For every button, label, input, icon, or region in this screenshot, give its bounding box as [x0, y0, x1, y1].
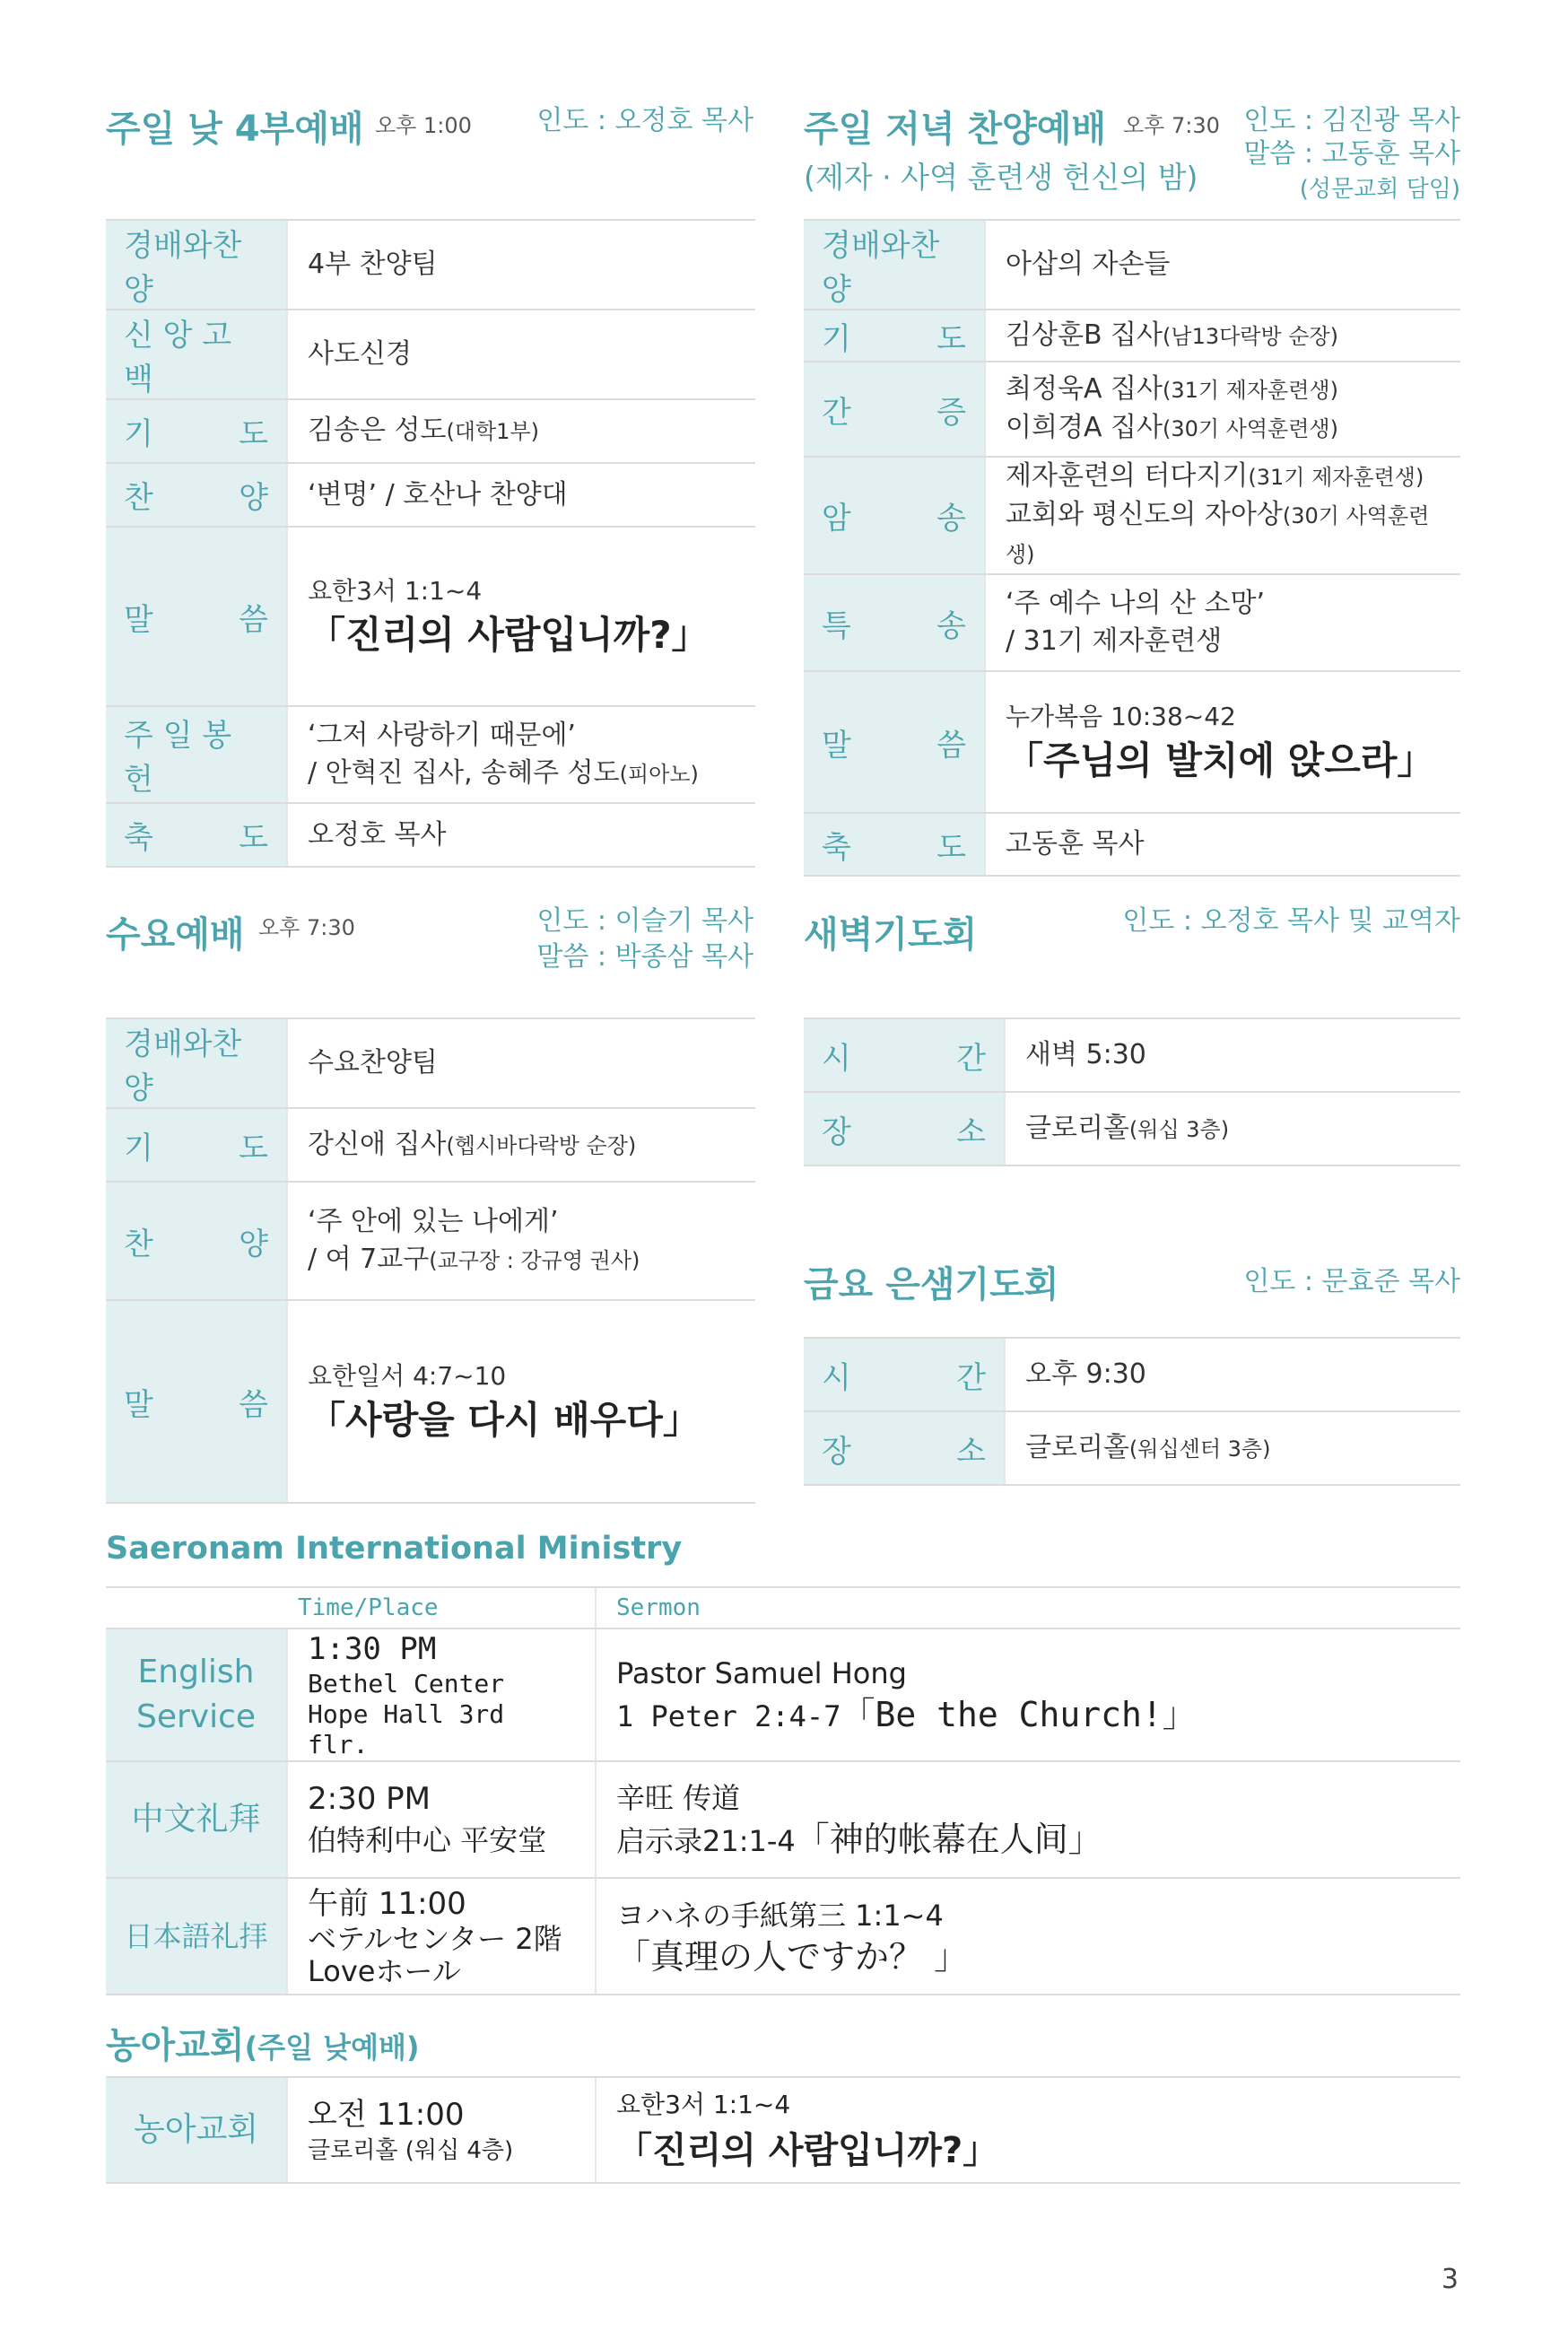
row-value: 글로리홀(워십센터 3층) [1005, 1411, 1460, 1485]
row-label: 말 씀 [106, 527, 287, 706]
row-label: 축 도 [106, 803, 287, 867]
row-label: 장 소 [804, 1411, 1005, 1485]
sermon-cell [287, 1300, 755, 1503]
row-value: ‘변명’ / 호산나 찬양대 [287, 463, 755, 527]
english-sermon: Pastor Samuel Hong 1 Peter 2:4-7「Be the Church!」 [596, 1628, 1460, 1761]
row-label: 간 증 [804, 362, 985, 457]
sunday4-leader: 인도 : 오정호 목사 [536, 105, 754, 136]
deaf-table [106, 2076, 1460, 2184]
wednesday-time: 오후 7:30 [258, 915, 355, 940]
sermon-title: 「주님의 발치에 앉으라」 [1006, 738, 1435, 782]
intl-table [106, 1586, 1460, 1995]
english-service-label: English Service [106, 1628, 287, 1761]
row-label: 말 씀 [804, 671, 985, 813]
friday-table [804, 1337, 1460, 1486]
chinese-time-place: 2:30 PM 伯特利中心 平安堂 [287, 1761, 596, 1878]
japanese-time-place: 午前 11:00 ベテルセンター 2階 Loveホール [287, 1878, 596, 1995]
row-value: 새벽 5:30 [1005, 1018, 1460, 1092]
chinese-sermon: 辛旺 传道 启示录21:1-4「神的帐幕在人间」 [596, 1761, 1460, 1878]
chinese-service-label: 中文礼拜 [106, 1761, 287, 1878]
row-label: 시 간 [804, 1338, 1005, 1411]
english-time-place: 1:30 PM Bethel Center Hope Hall 3rd flr. [287, 1628, 596, 1761]
intl-title: Saeronam International Ministry [106, 1531, 683, 1567]
evening-table [804, 219, 1460, 877]
col-header-time: Time/Place [287, 1587, 596, 1628]
row-value: 오후 9:30 [1005, 1338, 1460, 1411]
evening-preacher-church: (성문교회 담임) [1299, 176, 1460, 203]
friday-leader: 인도 : 문효준 목사 [1243, 1266, 1460, 1297]
row-label: 특 송 [804, 574, 985, 671]
dawn-leader: 인도 : 오정호 목사 및 교역자 [1122, 905, 1460, 937]
sermon-title: 「진리의 사람입니까?」 [308, 613, 710, 657]
friday-title: 금요 은샘기도회 [804, 1264, 1059, 1305]
sunday4-time: 오후 1:00 [375, 113, 472, 138]
evening-preacher: 말씀 : 고동훈 목사 [1243, 138, 1460, 170]
row-label: 신 앙 고 백 [106, 310, 287, 399]
wednesday-title: 수요예배 [106, 914, 245, 956]
row-label: 시 간 [804, 1018, 1005, 1092]
col-header-sermon: Sermon [596, 1587, 1460, 1628]
wednesday-leader: 인도 : 이슬기 목사 [536, 905, 754, 937]
row-value: 고동훈 목사 [985, 813, 1460, 876]
row-label: 축 도 [804, 813, 985, 876]
row-label: 장 소 [804, 1092, 1005, 1166]
row-label: 암 송 [804, 457, 985, 574]
scripture-ref: 요한3서 1:1~4 [308, 576, 483, 606]
row-value: 김상훈B 집사(남13다락방 순장) [985, 310, 1460, 362]
row-label: 경배와찬양 [106, 220, 287, 310]
deaf-time-place: 오전 11:00 글로리홀 (워십 4층) [287, 2077, 596, 2183]
row-label: 말 씀 [106, 1300, 287, 1503]
japanese-service-label: 日本語礼拝 [106, 1878, 287, 1995]
row-value: 김송은 성도(대학1부) [287, 399, 755, 463]
page-number: 3 [1441, 2264, 1459, 2295]
row-label: 주 일 봉 헌 [106, 706, 287, 803]
sunday4-table [106, 219, 755, 868]
deaf-church-label: 농아교회 [106, 2077, 287, 2183]
deaf-title: 농아교회(주일 낮예배) [106, 2025, 420, 2066]
row-value: 제자훈련의 터다지기(31기 제자훈련생) 교회와 평신도의 자아상(30기 사역훈련생) [985, 457, 1460, 574]
row-value: 사도신경 [287, 310, 755, 399]
row-label: 기 도 [106, 1108, 287, 1182]
row-label: 찬 양 [106, 463, 287, 527]
evening-time: 오후 7:30 [1123, 113, 1220, 138]
row-value: 아삽의 자손들 [985, 220, 1460, 310]
dawn-table [804, 1017, 1460, 1166]
row-label: 기 도 [106, 399, 287, 463]
row-label: 경배와찬양 [106, 1018, 287, 1108]
row-value: ‘그저 사랑하기 때문에’ / 안혁진 집사, 송혜주 성도(피아노) [287, 706, 755, 803]
deaf-sermon: 요한3서 1:1~4 「진리의 사람입니까?」 [596, 2077, 1460, 2183]
scripture-ref: 누가복음 10:38~42 [1006, 702, 1236, 731]
dawn-title: 새벽기도회 [804, 914, 978, 956]
wednesday-table [106, 1017, 755, 1504]
japanese-sermon: ヨハネの手紙第三 1:1~4 「真理の人ですか？ 」 [596, 1878, 1460, 1995]
row-value: 4부 찬양팀 [287, 220, 755, 310]
evening-title: 주일 저녁 찬양예배 [804, 109, 1106, 150]
row-label: 찬 양 [106, 1182, 287, 1300]
row-value: 강신애 집사(헵시바다락방 순장) [287, 1108, 755, 1182]
row-label: 기 도 [804, 310, 985, 362]
evening-subtitle: (제자 · 사역 훈련생 헌신의 밤) [804, 160, 1198, 195]
scripture-ref: 요한일서 4:7~10 [308, 1361, 507, 1391]
wednesday-preacher: 말씀 : 박종삼 목사 [536, 941, 754, 973]
sermon-cell [287, 527, 755, 706]
row-label: 경배와찬양 [804, 220, 985, 310]
row-value: 글로리홀(워십 3층) [1005, 1092, 1460, 1166]
sunday4-title: 주일 낮 4부예배 [106, 109, 364, 150]
sermon-cell [985, 671, 1460, 813]
row-value: ‘주 안에 있는 나에게’ / 여 7교구(교구장 : 강규영 권사) [287, 1182, 755, 1300]
sermon-title: 「사랑을 다시 배우다」 [308, 1398, 701, 1442]
evening-leader: 인도 : 김진광 목사 [1243, 105, 1460, 136]
row-value: 최정욱A 집사(31기 제자훈련생) 이희경A 집사(30기 사역훈련생) [985, 362, 1460, 457]
row-value: ‘주 예수 나의 산 소망’ / 31기 제자훈련생 [985, 574, 1460, 671]
row-value: 오정호 목사 [287, 803, 755, 867]
row-value: 수요찬양팀 [287, 1018, 755, 1108]
